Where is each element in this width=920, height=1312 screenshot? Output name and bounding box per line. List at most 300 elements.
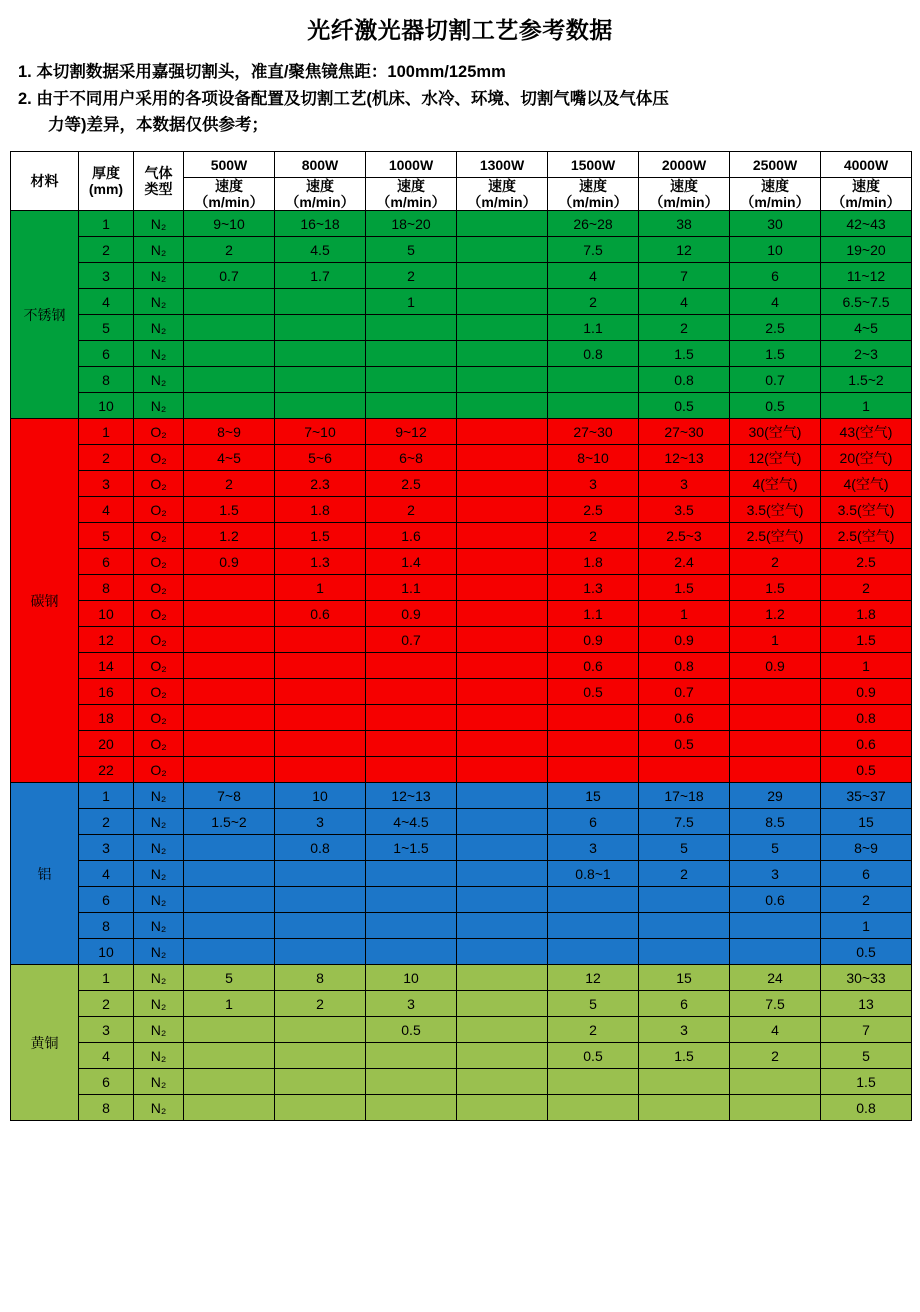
speed-cell-800w bbox=[275, 1017, 366, 1043]
header-row-power bbox=[11, 152, 912, 178]
speed-cell-1300w bbox=[457, 575, 548, 601]
gas-type-cell: N₂ bbox=[134, 939, 184, 965]
speed-cell-4000w: 7 bbox=[821, 1017, 912, 1043]
speed-cell-1000w: 12~13 bbox=[366, 783, 457, 809]
thickness-cell: 3 bbox=[79, 835, 134, 861]
speed-cell-2000w bbox=[639, 1095, 730, 1121]
speed-cell-800w bbox=[275, 627, 366, 653]
speed-cell-4000w: 1 bbox=[821, 913, 912, 939]
speed-cell-1000w: 2 bbox=[366, 497, 457, 523]
speed-cell-800w bbox=[275, 341, 366, 367]
speed-cell-2500w: 1.5 bbox=[730, 575, 821, 601]
gas-type-cell: N₂ bbox=[134, 393, 184, 419]
header-speed-2000w: 速度 （m/min） bbox=[639, 178, 730, 211]
thickness-cell: 14 bbox=[79, 653, 134, 679]
speed-cell-2000w: 0.5 bbox=[639, 393, 730, 419]
speed-cell-4000w: 2.5(空气) bbox=[821, 523, 912, 549]
table-row bbox=[11, 523, 912, 549]
speed-cell-500w bbox=[184, 575, 275, 601]
thickness-cell: 1 bbox=[79, 783, 134, 809]
speed-cell-2000w: 3 bbox=[639, 1017, 730, 1043]
speed-cell-1500w: 4 bbox=[548, 263, 639, 289]
speed-cell-500w: 1.2 bbox=[184, 523, 275, 549]
speed-cell-500w bbox=[184, 367, 275, 393]
speed-cell-500w bbox=[184, 1017, 275, 1043]
speed-cell-800w bbox=[275, 1095, 366, 1121]
speed-cell-1500w: 27~30 bbox=[548, 419, 639, 445]
speed-cell-1000w bbox=[366, 679, 457, 705]
speed-cell-1300w bbox=[457, 289, 548, 315]
speed-cell-1500w: 1.8 bbox=[548, 549, 639, 575]
table-row bbox=[11, 575, 912, 601]
speed-cell-1500w: 1.1 bbox=[548, 601, 639, 627]
speed-cell-2500w bbox=[730, 913, 821, 939]
speed-cell-2500w: 29 bbox=[730, 783, 821, 809]
thickness-cell: 6 bbox=[79, 341, 134, 367]
speed-cell-800w bbox=[275, 393, 366, 419]
speed-cell-2500w: 4 bbox=[730, 1017, 821, 1043]
cutting-parameters-table bbox=[10, 151, 912, 1121]
header-speed-4000w: 速度 （m/min） bbox=[821, 178, 912, 211]
speed-cell-1500w: 5 bbox=[548, 991, 639, 1017]
speed-cell-800w: 4.5 bbox=[275, 237, 366, 263]
speed-cell-800w bbox=[275, 939, 366, 965]
speed-cell-500w bbox=[184, 1069, 275, 1095]
speed-cell-1000w bbox=[366, 393, 457, 419]
speed-cell-4000w: 4~5 bbox=[821, 315, 912, 341]
thickness-cell: 16 bbox=[79, 679, 134, 705]
thickness-cell: 3 bbox=[79, 1017, 134, 1043]
gas-type-cell: N₂ bbox=[134, 1043, 184, 1069]
thickness-cell: 4 bbox=[79, 861, 134, 887]
table-row bbox=[11, 965, 912, 991]
speed-cell-500w bbox=[184, 393, 275, 419]
notes-block bbox=[10, 59, 910, 139]
speed-cell-800w: 16~18 bbox=[275, 211, 366, 237]
speed-cell-1300w bbox=[457, 445, 548, 471]
speed-cell-2500w: 2.5(空气) bbox=[730, 523, 821, 549]
speed-cell-1500w: 0.5 bbox=[548, 1043, 639, 1069]
speed-cell-1000w bbox=[366, 315, 457, 341]
thickness-cell: 6 bbox=[79, 1069, 134, 1095]
speed-cell-2000w: 5 bbox=[639, 835, 730, 861]
speed-cell-500w: 5 bbox=[184, 965, 275, 991]
speed-cell-4000w: 2.5 bbox=[821, 549, 912, 575]
table-row bbox=[11, 991, 912, 1017]
gas-type-cell: N₂ bbox=[134, 783, 184, 809]
thickness-cell: 8 bbox=[79, 367, 134, 393]
speed-cell-500w: 9~10 bbox=[184, 211, 275, 237]
speed-cell-1000w bbox=[366, 861, 457, 887]
thickness-cell: 22 bbox=[79, 757, 134, 783]
speed-cell-800w: 1.5 bbox=[275, 523, 366, 549]
note-line-3: 力等)差异，本数据仅供参考； bbox=[48, 116, 268, 135]
gas-type-cell: N₂ bbox=[134, 237, 184, 263]
speed-cell-1000w bbox=[366, 705, 457, 731]
table-row bbox=[11, 653, 912, 679]
thickness-cell: 5 bbox=[79, 523, 134, 549]
gas-type-cell: N₂ bbox=[134, 887, 184, 913]
speed-cell-2000w: 17~18 bbox=[639, 783, 730, 809]
speed-cell-2500w: 30 bbox=[730, 211, 821, 237]
gas-type-cell: O₂ bbox=[134, 497, 184, 523]
speed-cell-800w: 7~10 bbox=[275, 419, 366, 445]
speed-cell-4000w: 0.9 bbox=[821, 679, 912, 705]
speed-cell-800w: 1.7 bbox=[275, 263, 366, 289]
speed-cell-800w: 2 bbox=[275, 991, 366, 1017]
header-power-4000w: 4000W bbox=[821, 152, 912, 178]
speed-cell-1300w bbox=[457, 367, 548, 393]
table-row bbox=[11, 471, 912, 497]
speed-cell-2000w: 1.5 bbox=[639, 341, 730, 367]
header-speed-500w: 速度 （m/min） bbox=[184, 178, 275, 211]
speed-cell-1000w bbox=[366, 367, 457, 393]
table-row bbox=[11, 341, 912, 367]
header-speed-1500w: 速度 （m/min） bbox=[548, 178, 639, 211]
speed-cell-4000w: 0.5 bbox=[821, 939, 912, 965]
speed-cell-2500w: 1.5 bbox=[730, 341, 821, 367]
thickness-cell: 4 bbox=[79, 497, 134, 523]
speed-cell-1300w bbox=[457, 913, 548, 939]
table-row bbox=[11, 835, 912, 861]
speed-cell-1000w: 2 bbox=[366, 263, 457, 289]
speed-cell-2500w: 6 bbox=[730, 263, 821, 289]
speed-cell-1500w: 0.8 bbox=[548, 341, 639, 367]
speed-cell-2500w: 8.5 bbox=[730, 809, 821, 835]
speed-cell-4000w: 1 bbox=[821, 393, 912, 419]
speed-cell-500w bbox=[184, 315, 275, 341]
table-row bbox=[11, 887, 912, 913]
speed-cell-1000w bbox=[366, 1095, 457, 1121]
speed-cell-1300w bbox=[457, 523, 548, 549]
speed-cell-2000w: 2 bbox=[639, 861, 730, 887]
speed-cell-1000w: 18~20 bbox=[366, 211, 457, 237]
speed-cell-2000w: 2.5~3 bbox=[639, 523, 730, 549]
speed-cell-2500w bbox=[730, 679, 821, 705]
speed-cell-2500w: 1.2 bbox=[730, 601, 821, 627]
speed-cell-500w bbox=[184, 887, 275, 913]
page-title: 光纤激光器切割工艺参考数据 bbox=[307, 17, 613, 43]
speed-cell-500w: 2 bbox=[184, 471, 275, 497]
table-row bbox=[11, 757, 912, 783]
table-row bbox=[11, 289, 912, 315]
gas-type-cell: N₂ bbox=[134, 341, 184, 367]
speed-cell-1500w: 3 bbox=[548, 471, 639, 497]
table-row bbox=[11, 211, 912, 237]
material-cell: 碳钢 bbox=[11, 419, 79, 783]
thickness-cell: 1 bbox=[79, 419, 134, 445]
speed-cell-1500w: 0.8~1 bbox=[548, 861, 639, 887]
header-speed-2500w: 速度 （m/min） bbox=[730, 178, 821, 211]
speed-cell-2000w: 12 bbox=[639, 237, 730, 263]
table-body bbox=[11, 211, 912, 1121]
thickness-cell: 3 bbox=[79, 471, 134, 497]
speed-cell-800w: 1 bbox=[275, 575, 366, 601]
header-power-1500w: 1500W bbox=[548, 152, 639, 178]
speed-cell-800w: 8 bbox=[275, 965, 366, 991]
speed-cell-2500w: 5 bbox=[730, 835, 821, 861]
speed-cell-1500w bbox=[548, 757, 639, 783]
speed-cell-4000w: 1.8 bbox=[821, 601, 912, 627]
speed-cell-1500w bbox=[548, 913, 639, 939]
speed-cell-4000w: 6.5~7.5 bbox=[821, 289, 912, 315]
speed-cell-1300w bbox=[457, 211, 548, 237]
speed-cell-500w bbox=[184, 939, 275, 965]
speed-cell-4000w: 13 bbox=[821, 991, 912, 1017]
speed-cell-800w bbox=[275, 861, 366, 887]
thickness-cell: 8 bbox=[79, 1095, 134, 1121]
header-speed-800w: 速度 （m/min） bbox=[275, 178, 366, 211]
speed-cell-800w: 1.8 bbox=[275, 497, 366, 523]
speed-cell-1500w: 1.1 bbox=[548, 315, 639, 341]
speed-cell-2000w: 1.5 bbox=[639, 1043, 730, 1069]
speed-cell-2500w: 3 bbox=[730, 861, 821, 887]
gas-type-cell: N₂ bbox=[134, 965, 184, 991]
table-row bbox=[11, 939, 912, 965]
header-power-2500w: 2500W bbox=[730, 152, 821, 178]
speed-cell-1000w: 0.5 bbox=[366, 1017, 457, 1043]
gas-type-cell: N₂ bbox=[134, 1017, 184, 1043]
thickness-cell: 2 bbox=[79, 809, 134, 835]
speed-cell-2000w: 0.7 bbox=[639, 679, 730, 705]
speed-cell-800w bbox=[275, 887, 366, 913]
speed-cell-1300w bbox=[457, 263, 548, 289]
speed-cell-800w bbox=[275, 705, 366, 731]
speed-cell-1000w: 1~1.5 bbox=[366, 835, 457, 861]
speed-cell-2000w: 1 bbox=[639, 601, 730, 627]
speed-cell-1500w: 1.3 bbox=[548, 575, 639, 601]
speed-cell-2000w: 2.4 bbox=[639, 549, 730, 575]
speed-cell-2500w: 24 bbox=[730, 965, 821, 991]
speed-cell-1000w bbox=[366, 1069, 457, 1095]
table-row bbox=[11, 861, 912, 887]
table-row bbox=[11, 549, 912, 575]
speed-cell-1300w bbox=[457, 809, 548, 835]
speed-cell-2500w bbox=[730, 1095, 821, 1121]
speed-cell-4000w: 35~37 bbox=[821, 783, 912, 809]
speed-cell-2000w: 0.8 bbox=[639, 367, 730, 393]
speed-cell-1500w: 0.9 bbox=[548, 627, 639, 653]
header-power-1000w: 1000W bbox=[366, 152, 457, 178]
table-row bbox=[11, 809, 912, 835]
speed-cell-1000w: 1.4 bbox=[366, 549, 457, 575]
speed-cell-4000w: 2 bbox=[821, 575, 912, 601]
speed-cell-1500w: 2 bbox=[548, 289, 639, 315]
speed-cell-4000w: 1.5 bbox=[821, 1069, 912, 1095]
speed-cell-1500w: 0.5 bbox=[548, 679, 639, 705]
table-row bbox=[11, 1043, 912, 1069]
speed-cell-2500w: 30(空气) bbox=[730, 419, 821, 445]
speed-cell-800w bbox=[275, 757, 366, 783]
table-row bbox=[11, 237, 912, 263]
note-line-2: 2. 由于不同用户采用的各项设备配置及切割工艺(机床、水冷、环境、切割气嘴以及气体压 bbox=[18, 89, 669, 108]
speed-cell-2000w: 0.6 bbox=[639, 705, 730, 731]
speed-cell-4000w: 2 bbox=[821, 887, 912, 913]
speed-cell-1000w bbox=[366, 757, 457, 783]
speed-cell-800w: 0.8 bbox=[275, 835, 366, 861]
speed-cell-2500w: 3.5(空气) bbox=[730, 497, 821, 523]
table-row bbox=[11, 445, 912, 471]
speed-cell-2000w: 15 bbox=[639, 965, 730, 991]
speed-cell-4000w: 43(空气) bbox=[821, 419, 912, 445]
material-cell: 不锈钢 bbox=[11, 211, 79, 419]
header-speed-1300w: 速度 （m/min） bbox=[457, 178, 548, 211]
speed-cell-4000w: 4(空气) bbox=[821, 471, 912, 497]
speed-cell-500w bbox=[184, 601, 275, 627]
speed-cell-500w bbox=[184, 627, 275, 653]
speed-cell-800w bbox=[275, 367, 366, 393]
speed-cell-1000w: 3 bbox=[366, 991, 457, 1017]
speed-cell-2000w bbox=[639, 757, 730, 783]
speed-cell-4000w: 0.8 bbox=[821, 705, 912, 731]
gas-type-cell: O₂ bbox=[134, 549, 184, 575]
speed-cell-2500w bbox=[730, 757, 821, 783]
speed-cell-2500w bbox=[730, 1069, 821, 1095]
thickness-cell: 10 bbox=[79, 393, 134, 419]
thickness-cell: 18 bbox=[79, 705, 134, 731]
speed-cell-1000w: 4~4.5 bbox=[366, 809, 457, 835]
speed-cell-2000w: 0.8 bbox=[639, 653, 730, 679]
speed-cell-1000w: 0.7 bbox=[366, 627, 457, 653]
speed-cell-500w bbox=[184, 1095, 275, 1121]
speed-cell-2000w bbox=[639, 1069, 730, 1095]
gas-type-cell: O₂ bbox=[134, 419, 184, 445]
speed-cell-800w: 5~6 bbox=[275, 445, 366, 471]
gas-type-cell: O₂ bbox=[134, 757, 184, 783]
thickness-cell: 2 bbox=[79, 237, 134, 263]
speed-cell-1500w: 6 bbox=[548, 809, 639, 835]
speed-cell-800w bbox=[275, 913, 366, 939]
gas-type-cell: N₂ bbox=[134, 913, 184, 939]
gas-type-cell: O₂ bbox=[134, 705, 184, 731]
header-gas-type: 气体 类型 bbox=[134, 152, 184, 211]
speed-cell-2500w: 4 bbox=[730, 289, 821, 315]
speed-cell-800w: 1.3 bbox=[275, 549, 366, 575]
table-row bbox=[11, 913, 912, 939]
speed-cell-4000w: 11~12 bbox=[821, 263, 912, 289]
speed-cell-2000w: 1.5 bbox=[639, 575, 730, 601]
thickness-cell: 8 bbox=[79, 575, 134, 601]
gas-type-cell: N₂ bbox=[134, 835, 184, 861]
speed-cell-500w bbox=[184, 731, 275, 757]
speed-cell-2500w bbox=[730, 705, 821, 731]
thickness-cell: 1 bbox=[79, 965, 134, 991]
speed-cell-800w bbox=[275, 731, 366, 757]
speed-cell-1000w bbox=[366, 341, 457, 367]
speed-cell-1500w: 8~10 bbox=[548, 445, 639, 471]
table-row bbox=[11, 1017, 912, 1043]
speed-cell-1300w bbox=[457, 471, 548, 497]
speed-cell-2500w: 2 bbox=[730, 549, 821, 575]
note-line-1: 1. 本切割数据采用嘉强切割头，准直/聚焦镜焦距：100mm/125mm bbox=[18, 63, 506, 81]
speed-cell-1500w: 12 bbox=[548, 965, 639, 991]
speed-cell-800w: 3 bbox=[275, 809, 366, 835]
gas-type-cell: N₂ bbox=[134, 315, 184, 341]
thickness-cell: 4 bbox=[79, 1043, 134, 1069]
speed-cell-1000w bbox=[366, 939, 457, 965]
thickness-cell: 2 bbox=[79, 445, 134, 471]
speed-cell-1300w bbox=[457, 315, 548, 341]
speed-cell-2000w: 6 bbox=[639, 991, 730, 1017]
speed-cell-1300w bbox=[457, 939, 548, 965]
speed-cell-1300w bbox=[457, 965, 548, 991]
table-row bbox=[11, 627, 912, 653]
speed-cell-1300w bbox=[457, 705, 548, 731]
speed-cell-2000w: 27~30 bbox=[639, 419, 730, 445]
speed-cell-1500w bbox=[548, 731, 639, 757]
speed-cell-1000w bbox=[366, 887, 457, 913]
speed-cell-1300w bbox=[457, 1043, 548, 1069]
thickness-cell: 20 bbox=[79, 731, 134, 757]
speed-cell-1500w bbox=[548, 705, 639, 731]
speed-cell-1500w: 2 bbox=[548, 1017, 639, 1043]
gas-type-cell: O₂ bbox=[134, 471, 184, 497]
speed-cell-4000w: 3.5(空气) bbox=[821, 497, 912, 523]
table-row bbox=[11, 1069, 912, 1095]
table-row bbox=[11, 601, 912, 627]
table-row bbox=[11, 1095, 912, 1121]
speed-cell-500w: 4~5 bbox=[184, 445, 275, 471]
thickness-cell: 10 bbox=[79, 939, 134, 965]
gas-type-cell: N₂ bbox=[134, 211, 184, 237]
speed-cell-1300w bbox=[457, 497, 548, 523]
speed-cell-2000w: 4 bbox=[639, 289, 730, 315]
speed-cell-1500w: 15 bbox=[548, 783, 639, 809]
speed-cell-1000w: 1.1 bbox=[366, 575, 457, 601]
speed-cell-1000w: 2.5 bbox=[366, 471, 457, 497]
table-row bbox=[11, 783, 912, 809]
speed-cell-4000w: 19~20 bbox=[821, 237, 912, 263]
speed-cell-800w bbox=[275, 1043, 366, 1069]
speed-cell-2500w: 10 bbox=[730, 237, 821, 263]
gas-type-cell: N₂ bbox=[134, 1095, 184, 1121]
speed-cell-500w bbox=[184, 679, 275, 705]
speed-cell-1000w bbox=[366, 653, 457, 679]
speed-cell-4000w: 1.5~2 bbox=[821, 367, 912, 393]
speed-cell-4000w: 1.5 bbox=[821, 627, 912, 653]
header-thickness: 厚度 (mm) bbox=[79, 152, 134, 211]
speed-cell-1300w bbox=[457, 835, 548, 861]
header-power-500w: 500W bbox=[184, 152, 275, 178]
table-row bbox=[11, 315, 912, 341]
speed-cell-1500w bbox=[548, 1095, 639, 1121]
speed-cell-1500w: 0.6 bbox=[548, 653, 639, 679]
speed-cell-4000w: 0.6 bbox=[821, 731, 912, 757]
speed-cell-1000w: 6~8 bbox=[366, 445, 457, 471]
speed-cell-1500w: 2 bbox=[548, 523, 639, 549]
gas-type-cell: N₂ bbox=[134, 367, 184, 393]
table-row bbox=[11, 705, 912, 731]
thickness-cell: 1 bbox=[79, 211, 134, 237]
speed-cell-800w bbox=[275, 679, 366, 705]
speed-cell-2000w: 3 bbox=[639, 471, 730, 497]
speed-cell-500w bbox=[184, 341, 275, 367]
speed-cell-2000w bbox=[639, 887, 730, 913]
table-row bbox=[11, 263, 912, 289]
speed-cell-1000w bbox=[366, 731, 457, 757]
speed-cell-2000w bbox=[639, 939, 730, 965]
gas-type-cell: N₂ bbox=[134, 809, 184, 835]
speed-cell-1300w bbox=[457, 1069, 548, 1095]
speed-cell-2000w: 7.5 bbox=[639, 809, 730, 835]
speed-cell-1500w: 26~28 bbox=[548, 211, 639, 237]
speed-cell-1300w bbox=[457, 341, 548, 367]
gas-type-cell: O₂ bbox=[134, 653, 184, 679]
speed-cell-800w bbox=[275, 315, 366, 341]
speed-cell-1000w bbox=[366, 1043, 457, 1069]
speed-cell-2000w: 3.5 bbox=[639, 497, 730, 523]
table-row bbox=[11, 679, 912, 705]
